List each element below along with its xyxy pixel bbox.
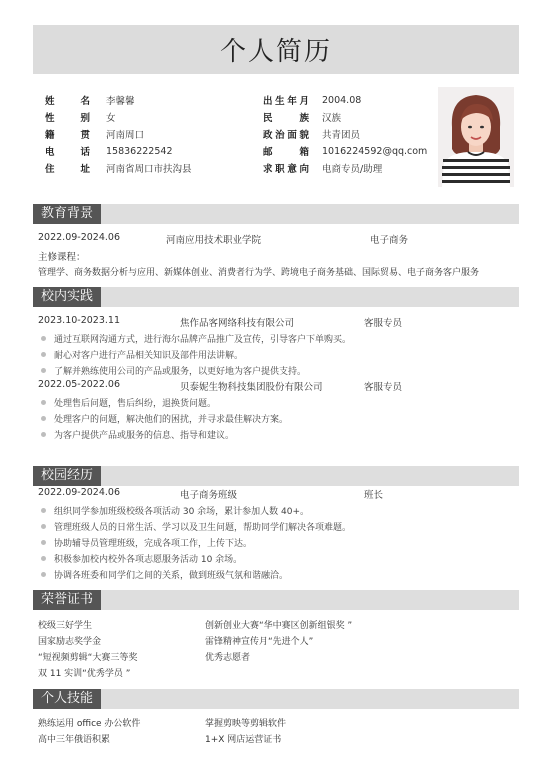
info-intent — [263, 159, 382, 177]
section-education — [33, 204, 519, 224]
info-label: 住 址 — [45, 164, 90, 175]
edu-period: 2022.09-2024.06 — [38, 232, 120, 243]
section-heading: 校内实践 — [33, 287, 101, 307]
info-value: 1016224592@qq.com — [322, 145, 428, 157]
job-role: 客服专员 — [364, 382, 403, 393]
info-value: 河南省周口市扶沟县 — [106, 164, 192, 175]
info-gender — [45, 108, 116, 126]
skill-item: 高中三年俄语积累 — [38, 735, 111, 745]
section-practice — [33, 287, 519, 307]
honor-item: 优秀志愿者 — [205, 653, 251, 663]
list-item: 组织同学参加班级校级各项活动 30 余场，累计参加人数 40+。 — [38, 504, 309, 517]
list-item: 积极参加校内校外各项志愿服务活动 10 余场。 — [38, 552, 242, 565]
info-label: 电 话 — [45, 147, 90, 158]
campus-period: 2022.09-2024.06 — [38, 487, 120, 498]
list-item: 处理售后问题，售后纠纷，退换货问题。 — [38, 396, 216, 409]
info-value: 共青团员 — [322, 130, 361, 141]
skill-item: 掌握剪映等剪辑软件 — [205, 719, 287, 729]
profile-photo — [438, 87, 514, 187]
info-political — [263, 125, 360, 143]
job-company: 焦作品客网络科技有限公司 — [180, 318, 295, 329]
info-label: 出生年月 — [263, 96, 309, 107]
honor-item: “短视频剪辑“大赛三等奖 — [38, 653, 138, 663]
job-period: 2022.05-2022.06 — [38, 379, 120, 390]
info-value: 李馨馨 — [106, 96, 135, 107]
skill-item: 1+X 网店运营证书 — [205, 735, 282, 745]
skill-item: 熟练运用 office 办公软件 — [38, 719, 141, 729]
section-heading: 教育背景 — [33, 204, 101, 224]
title-bar — [33, 25, 519, 74]
info-origin — [45, 125, 144, 143]
campus-org: 电子商务班级 — [180, 490, 238, 501]
info-email — [263, 142, 427, 160]
info-label: 邮 箱 — [263, 147, 309, 158]
edu-major: 电子商务 — [370, 235, 409, 246]
info-label: 政治面貌 — [263, 130, 309, 141]
list-item: 处理客户的问题，解决他们的困扰，并寻求最佳解决方案。 — [38, 412, 288, 425]
section-campus — [33, 466, 519, 486]
info-value: 2004.08 — [322, 94, 362, 106]
campus-role: 班长 — [364, 490, 384, 501]
honor-item: 创新创业大赛“华中赛区创新组银奖 ” — [205, 621, 353, 631]
portrait-illustration — [438, 87, 514, 187]
section-honors — [33, 590, 519, 610]
edu-courses-label: 主修课程： — [38, 252, 86, 263]
info-name — [45, 91, 135, 109]
info-value: 河南周口 — [106, 130, 145, 141]
edu-school: 河南应用技术职业学院 — [166, 235, 262, 246]
info-label: 性 别 — [45, 113, 90, 124]
info-birth — [263, 91, 361, 109]
info-label: 求职意向 — [263, 164, 309, 175]
list-item: 为客户提供产品或服务的信息、指导和建议。 — [38, 428, 234, 441]
list-item: 了解并熟练使用公司的产品或服务，以更好地为客户提供支持。 — [38, 364, 306, 377]
edu-courses: 管理学、商务数据分析与应用、新媒体创业、消费者行为学、跨境电子商务基础、国际贸易、电子商务客户服务 — [38, 268, 480, 278]
list-item: 管理班级人员的日常生活、学习以及卫生问题，帮助同学们解决各项难题。 — [38, 520, 351, 533]
info-ethnicity — [263, 108, 341, 126]
honor-item: 国家励志奖学金 — [38, 637, 102, 647]
info-value: 15836222542 — [106, 145, 173, 157]
list-item: 耐心对客户进行产品相关知识及部件用法讲解。 — [38, 348, 243, 361]
section-heading: 个人技能 — [33, 689, 101, 709]
info-value: 电商专员/助理 — [322, 164, 383, 175]
honor-item: 雷锋精神宣传月“先进个人” — [205, 637, 314, 647]
job-role: 客服专员 — [364, 318, 403, 329]
page-title: 个人简历 — [219, 37, 332, 67]
info-value: 女 — [106, 113, 116, 124]
info-phone — [45, 142, 173, 160]
honor-item: 校级三好学生 — [38, 621, 93, 631]
section-heading: 校园经历 — [33, 466, 101, 486]
info-label: 姓 名 — [45, 96, 90, 107]
info-label: 民 族 — [263, 113, 309, 124]
info-label: 籍 贯 — [45, 130, 90, 141]
list-item: 协调各班委和同学们之间的关系，做到班级气氛和谐融洽。 — [38, 568, 288, 581]
job-company: 贝泰妮生物科技集团股份有限公司 — [180, 382, 323, 393]
info-value: 汉族 — [322, 113, 342, 124]
list-item: 通过互联网沟通方式，进行海尔品牌产品推广及宣传，引导客户下单购买。 — [38, 332, 351, 345]
list-item: 协助辅导员管理班级，完成各项工作，上传下达。 — [38, 536, 252, 549]
job-period: 2023.10-2023.11 — [38, 315, 120, 326]
section-heading: 荣誉证书 — [33, 590, 101, 610]
section-skills — [33, 689, 519, 709]
honor-item: 双 11 实训“优秀学员 ” — [38, 669, 131, 679]
info-address — [45, 159, 192, 177]
